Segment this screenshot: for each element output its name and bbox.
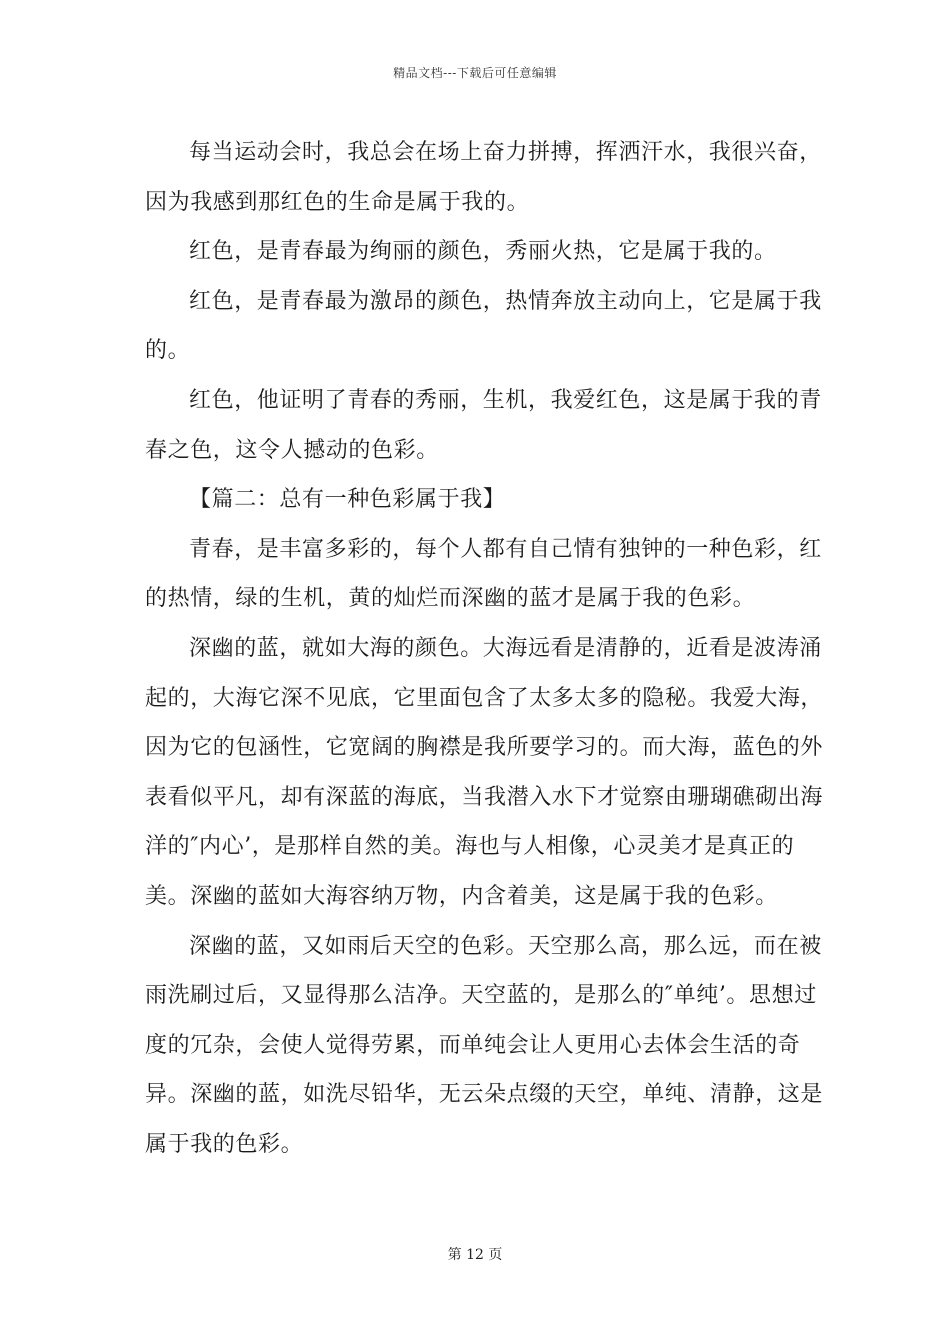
paragraph: 青春，是丰富多彩的，每个人都有自己情有独钟的一种色彩，红的热情，绿的生机，黄的灿烂而深幽的蓝才是属于我的色彩。 [145, 536, 822, 612]
page-number: 12 [466, 1247, 484, 1263]
paragraph: 深幽的蓝，又如雨后天空的色彩。天空那么高，那么远，而在被雨洗刷过后，又显得那么洁净。天空蓝的，是那么的″单纯’。思想过度的冗杂，会使人觉得劳累，而单纯会让人更用心去体会生活的奇异。深幽的蓝，如洗尽铅华，无云朵点缀的天空，单纯、清静，这是属于我的色彩。 [145, 933, 824, 1157]
page-number-prefix: 第 [447, 1247, 462, 1263]
page-header: 精品文档---下载后可任意编辑 [393, 66, 557, 80]
page-number-suffix: 页 [488, 1247, 503, 1263]
paragraph: 每当运动会时，我总会在场上奋力拼搏，挥洒汗水，我很兴奋，因为我感到那红色的生命是属于我的。 [145, 140, 822, 215]
paragraph: 红色，他证明了青春的秀丽，生机，我爱红色，这是属于我的青春之色，这令人撼动的色彩。 [145, 387, 822, 463]
paragraph: 红色，是青春最为绚丽的颜色，秀丽火热，它是属于我的。 [189, 239, 777, 265]
document-body [145, 128, 825, 1169]
page-footer [0, 1244, 950, 1264]
paragraph: 深幽的蓝，就如大海的颜色。大海远看是清静的，近看是波涛涌起的，大海它深不见底，它里面包含了太多太多的隐秘。我爱大海，因为它的包涵性，它宽阔的胸襟是我所要学习的。而大海，蓝色的外表看似平凡，却有深蓝的海底，当我潜入水下才觉察由珊瑚礁砌出海洋的″内心’，是那样自然的美。海也与人相像，心灵美才是真正的美。深幽的蓝如大海容纳万物，内含着美，这是属于我的色彩。 [145, 635, 824, 909]
section-heading: 【篇二：总有一种色彩属于我】 [189, 487, 506, 513]
paragraph: 红色，是青春最为激昂的颜色，热情奔放主动向上，它是属于我的。 [145, 288, 822, 364]
